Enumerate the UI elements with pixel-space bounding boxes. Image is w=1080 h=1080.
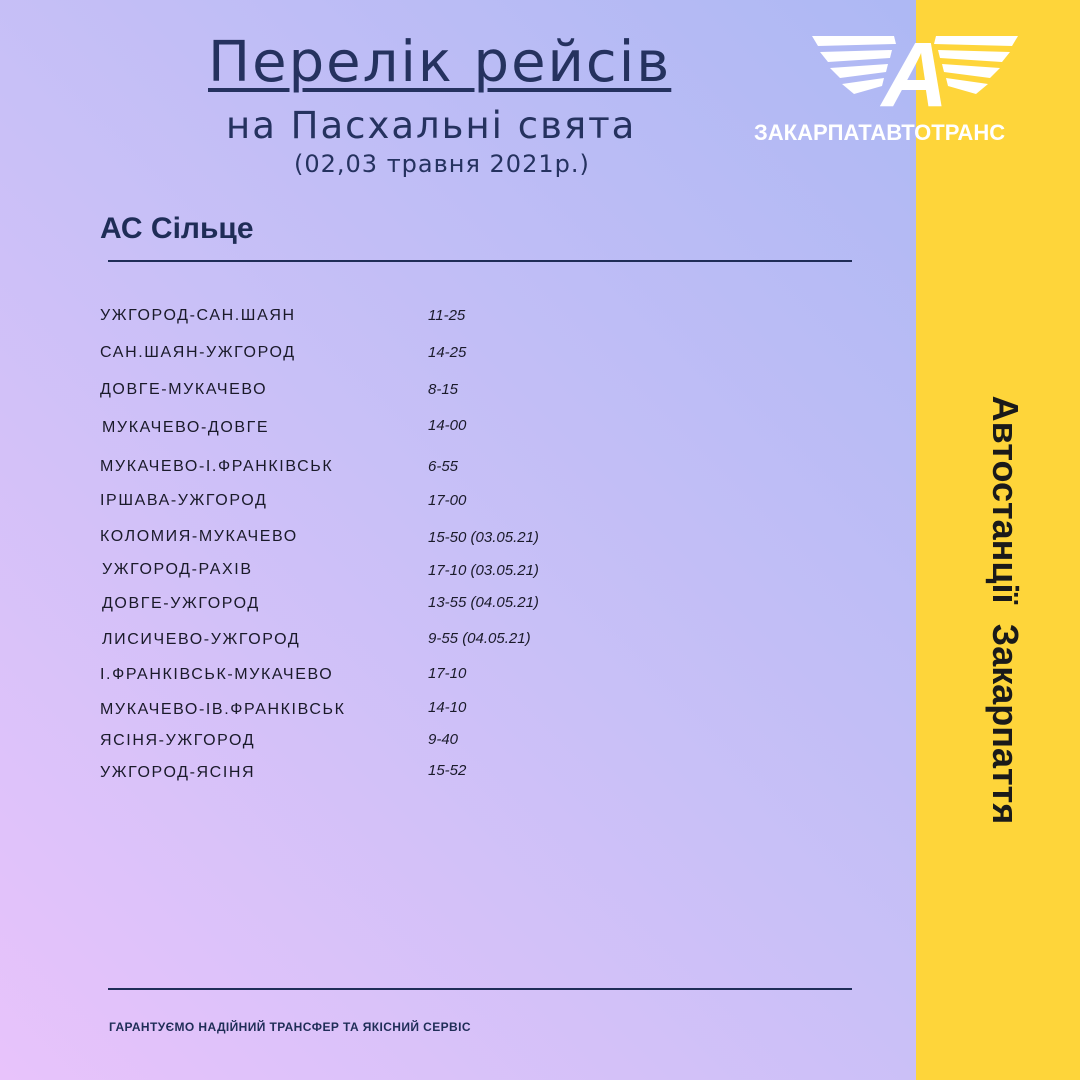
route-name: МУКАЧЕВО-ІВ.ФРАНКІВСЬК (100, 701, 346, 718)
route-name: УЖГОРОД-РАХІВ (102, 561, 253, 578)
side-panel-text: Автостанції Закарпаття (985, 395, 1026, 825)
route-time: 15-50 (03.05.21) (428, 529, 539, 546)
route-name: САН.ШАЯН-УЖГОРОД (100, 344, 296, 361)
station-name: АС Сільце (100, 212, 254, 245)
route-name: КОЛОМИЯ-МУКАЧЕВО (100, 528, 298, 545)
route-time: 17-10 (428, 665, 467, 682)
route-name: УЖГОРОД-ЯСІНЯ (100, 764, 256, 781)
route-name: ДОВГЕ-УЖГОРОД (102, 595, 260, 612)
route-name: ЛИСИЧЕВО-УЖГОРОД (102, 631, 301, 648)
route-name: ДОВГЕ-МУКАЧЕВО (100, 381, 268, 398)
winged-letter-a-icon (808, 26, 1022, 112)
route-time: 13-55 (04.05.21) (428, 594, 539, 611)
date-range: (02,03 травня 2021р.) (294, 150, 590, 178)
top-divider (108, 260, 852, 262)
route-time: 11-25 (428, 307, 466, 324)
route-name: ІРШАВА-УЖГОРОД (100, 492, 268, 509)
bottom-divider (108, 988, 852, 990)
route-time: 8-15 (428, 381, 459, 398)
route-name: ЯСІНЯ-УЖГОРОД (100, 732, 256, 749)
route-name: МУКАЧЕВО-І.ФРАНКІВСЬК (100, 458, 334, 475)
route-name: МУКАЧЕВО-ДОВГЕ (102, 419, 270, 436)
route-time: 14-00 (428, 417, 467, 434)
route-time: 17-00 (428, 492, 467, 509)
logo-letter: А (881, 26, 949, 112)
route-name: УЖГОРОД-САН.ШАЯН (100, 307, 296, 324)
route-time: 6-55 (428, 458, 459, 475)
brand-name: ЗАКАРПАТАВТОТРАНС (754, 120, 1006, 145)
footer-slogan: ГАРАНТУЄМО НАДІЙНИЙ ТРАНСФЕР ТА ЯКІСНИЙ СЕРВІС (109, 1020, 471, 1034)
route-time: 14-25 (428, 344, 467, 361)
route-time: 14-10 (428, 699, 467, 716)
route-time: 9-40 (428, 731, 459, 748)
route-time: 9-55 (04.05.21) (428, 630, 531, 647)
route-time: 15-52 (428, 762, 467, 779)
page-subtitle: на Пасхальні свята (226, 104, 637, 147)
route-name: І.ФРАНКІВСЬК-МУКАЧЕВО (100, 666, 334, 683)
route-time: 17-10 (03.05.21) (428, 562, 539, 579)
page-title: Перелік рейсів (208, 30, 672, 95)
